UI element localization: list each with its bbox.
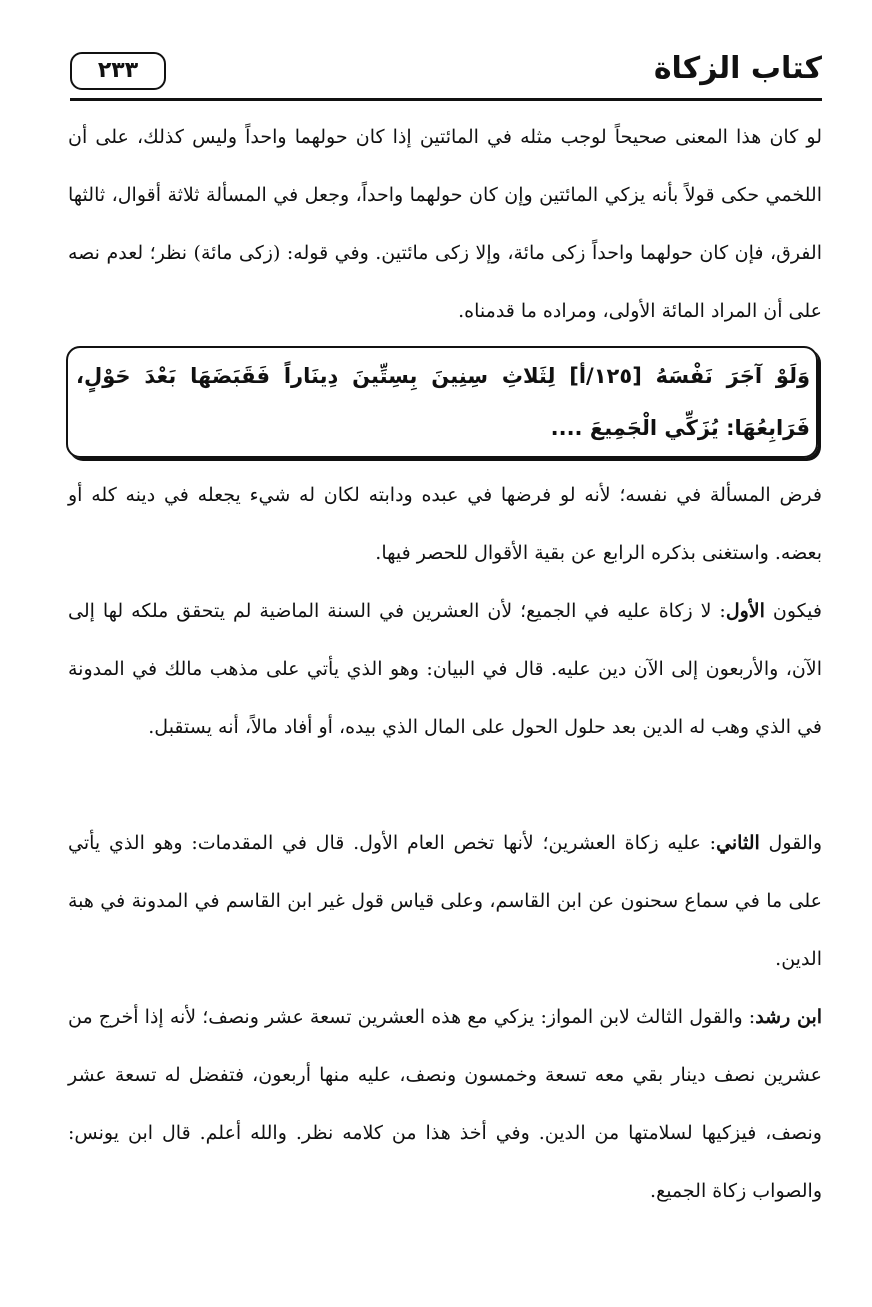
paragraph-1: لو كان هذا المعنى صحيحاً لوجب مثله في المائتين إذا كان حولهما واحداً وليس كذلك، على أن اللخمي حكى قولاً بأنه يزكي المائتين وإن كان حولهما واحداً، وجعل في المسألة ثلاثة أقوال، ثالثها الفرق، فإن كان حولهما واحداً زكى مائة، وإلا زكى مائتين. وفي قوله: (زكى مائة) نظر؛ لعدم نصه على أن المراد المائة الأولى، ومراده ما قدمناه.: [68, 126, 822, 322]
paragraph-4-lead: والقول: [759, 832, 822, 854]
matn-text: وَلَوْ آجَرَ نَفْسَهُ [١٢٥/أ] لِثَلاثِ سِنِينَ بِسِتِّينَ دِينَاراً فَقَبَضَهَا بَعْدَ حَوْلٍ، فَرَابِعُهَا: يُزَكِّي الْجَمِيعَ ....: [76, 364, 811, 440]
paragraph-5: [68, 988, 822, 1220]
page-header: [70, 48, 822, 104]
paragraph-5-rest: : والقول الثالث لابن المواز: يزكي مع هذه العشرين تسعة عشر ونصف؛ لأنه إذا أخرج من عشرين نصف دينار بقي معه تسعة وخمسون ونصف، عليه منها أربعون، فتفضل له تسعة عشر ونصف، فيزكيها لسلامتها من الدين. وفي أخذ هذا من كلامه نظر. والله أعلم. قال ابن يونس: والصواب زكاة الجميع.: [68, 1006, 822, 1202]
paragraph-3-rest: : لا زكاة عليه في الجميع؛ لأن العشرين في السنة الماضية لم يتحقق ملكه لها إلى الآن، والأربعون إلى الآن دين عليه. قال في البيان: وهو الذي يأتي على مذهب مالك في المدونة في الذي وهب له الدين بعد حلول الحول على المال الذي بيده، أو أفاد مالاً، أنه يستقبل.: [68, 600, 822, 738]
paragraph-4-bold: الثاني: [716, 832, 760, 854]
paragraph-2: فرض المسألة في نفسه؛ لأنه لو فرضها في عبده ودابته لكان له شيء يجعله في دينه كله أو بعضه. واستغنى بذكره الرابع عن بقية الأقوال للحصر فيها.: [68, 484, 822, 564]
running-title: كتاب الزكاة: [653, 51, 822, 86]
paragraph-3-lead: فيكون: [764, 600, 822, 622]
paragraph-3-bold: الأول: [725, 600, 765, 622]
paragraph-5-bold: ابن رشد: [755, 1006, 823, 1028]
paragraph-3: [68, 582, 822, 756]
paragraph-4-rest: : عليه زكاة العشرين؛ لأنها تخص العام الأول. قال في المقدمات: وهو الذي يأتي على ما في سماع سحنون عن ابن القاسم، وعلى قياس قول غير ابن القاسم في المدونة في هبة الدين.: [68, 832, 822, 970]
page-number: ٢٣٣: [70, 52, 166, 90]
header-rule: [70, 98, 822, 101]
paragraph-4: [68, 814, 822, 988]
